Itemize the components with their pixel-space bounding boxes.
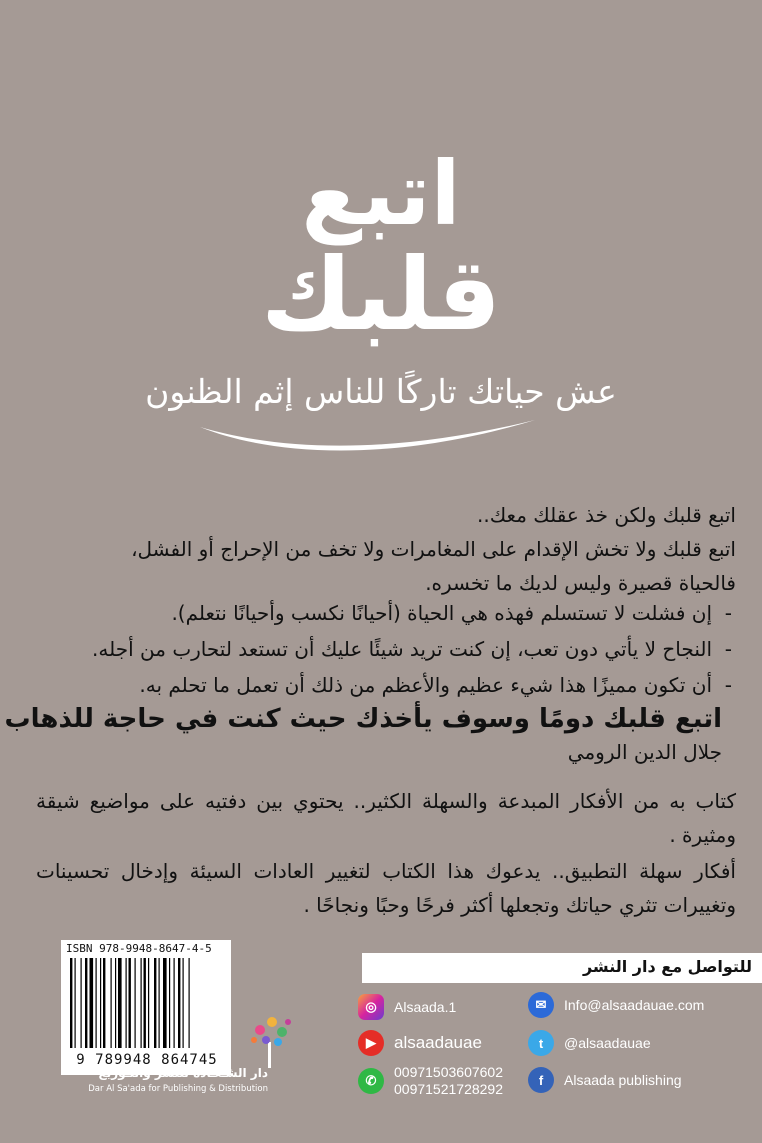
book-title-line2: قلبك (260, 236, 502, 353)
bullet-item: - النجاح لا يأتي دون تعب، إن كنت تريد شيئًا عليك أن تستعد لتحارب من أجله. (36, 632, 736, 666)
bullet-item: - إن فشلت لا تستسلم فهذه هي الحياة (أحيانًا نكسب وأحيانًا نتعلم). (36, 596, 736, 630)
intro-line: اتبع قلبك ولكن خذ عقلك معك.. (476, 503, 736, 527)
youtube-contact[interactable] (358, 1030, 482, 1056)
bullet-item: - أن تكون مميزًا هذا شيء عظيم والأعظم من ذلك أن تعمل ما تحلم به. (36, 668, 736, 702)
book-title-line1: اتبع (301, 142, 461, 245)
intro-line: فالحياة قصيرة وليس لديك ما تخسره. (425, 571, 736, 595)
facebook-name: Alsaada publishing (564, 1072, 682, 1088)
featured-quote: اتبع قلبك دومًا وسوف يأخذك حيث كنت في حاجة للذهاب (4, 704, 722, 734)
facebook-contact[interactable] (528, 1067, 682, 1093)
barcode-digits: 9 789948 864745 (76, 1052, 218, 1068)
instagram-contact[interactable] (358, 994, 456, 1020)
book-description (36, 784, 736, 924)
book-subtitle: عش حياتك تاركًا للناس إثم الظنون (145, 372, 617, 411)
whatsapp-contact[interactable] (358, 1064, 503, 1098)
youtube-handle: alsaadauae (394, 1033, 482, 1052)
description-paragraph: كتاب به من الأفكار المبدعة والسهلة الكثير.. يحتوي بين دفتيه على مواضيع شيقة ومثيرة . (36, 789, 736, 847)
twitter-icon: t (528, 1030, 554, 1056)
description-paragraph: أفكار سهلة التطبيق.. يدعوك هذا الكتاب لتغيير العادات السيئة وإدخال تحسينات وتغييرات تثري حياتك وتجعلها أكثر فرحًا وحبًا ونجاحًا . (36, 859, 736, 917)
email-contact[interactable] (528, 992, 704, 1018)
publisher-tree-logo (240, 1010, 300, 1070)
phone-number-2: 00971521728292 (394, 1081, 504, 1097)
intro-line: اتبع قلبك ولا تخش الإقدام على المغامرات ولا تخف من الإحراج أو الفشل، (131, 537, 736, 561)
isbn-label: ISBN 978-9948-8647-4-5 (66, 942, 212, 955)
facebook-icon: f (528, 1067, 554, 1093)
youtube-icon: ▶ (358, 1030, 384, 1056)
decorative-swoosh (195, 412, 540, 472)
instagram-handle: Alsaada.1 (394, 999, 457, 1015)
bullet-list (36, 596, 736, 704)
whatsapp-numbers (394, 1064, 503, 1098)
phone-number-1: 00971503607602 (394, 1064, 504, 1080)
twitter-handle: @alsaadauae (564, 1035, 651, 1051)
publisher-name-arabic: دار الشـعـادة للنشر والتـوزيع (98, 1066, 268, 1080)
instagram-icon: ◎ (358, 994, 384, 1020)
quote-author: جلال الدين الرومي (567, 740, 722, 764)
contact-title: للتواصل مع دار النشر (582, 957, 752, 976)
barcode (70, 958, 222, 1048)
email-address: Info@alsaadauae.com (564, 997, 705, 1013)
publisher-name-english: Dar Al Sa'ada for Publishing & Distribution (88, 1084, 268, 1094)
whatsapp-icon: ✆ (358, 1068, 384, 1094)
intro-text (36, 498, 736, 600)
twitter-contact[interactable] (528, 1030, 651, 1056)
email-icon: ✉ (528, 992, 554, 1018)
